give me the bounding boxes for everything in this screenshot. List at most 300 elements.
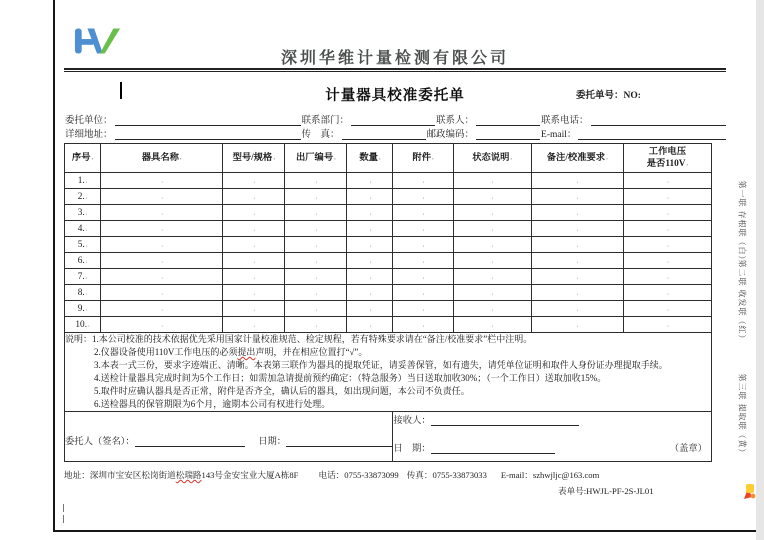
paragraph-mark: , (667, 176, 669, 184)
row-number-cell (65, 301, 101, 317)
paragraph-mark: , (576, 272, 579, 280)
paragraph-mark: , (369, 224, 372, 232)
scan-edge-right (756, 0, 764, 540)
paragraph-mark: , (491, 256, 494, 264)
table-row (65, 205, 712, 221)
paragraph-mark: , (315, 176, 318, 184)
consignor-date-label: 日期： (258, 437, 287, 447)
name-cell[interactable] (101, 189, 223, 205)
name-cell[interactable] (101, 221, 223, 237)
name-cell[interactable] (101, 205, 223, 221)
remark-cell[interactable] (531, 173, 623, 189)
spacer (298, 469, 318, 481)
col-header-label: 型号/规格 (232, 153, 273, 163)
paragraph-mark: , (576, 176, 579, 184)
paragraph-mark: , (315, 272, 318, 280)
paragraph-mark: , (422, 240, 425, 248)
paragraph-mark: , (315, 256, 318, 264)
paragraph-mark: , (432, 154, 434, 161)
paragraph-mark: , (422, 304, 425, 312)
paragraph-mark: , (85, 176, 88, 184)
contact-field[interactable] (476, 115, 540, 126)
header-rule (64, 68, 726, 72)
paragraph-mark: , (85, 208, 88, 216)
model-cell[interactable] (223, 285, 285, 301)
name-cell[interactable] (101, 317, 223, 333)
paragraph-mark: , (667, 272, 669, 280)
receive-date-field[interactable] (431, 443, 555, 454)
notes-block (65, 333, 711, 411)
contact-label: 联系人： (436, 116, 475, 126)
paragraph-mark: , (85, 192, 88, 200)
model-cell[interactable] (223, 221, 285, 237)
notes-label: 说明： (65, 334, 93, 344)
accessory-cell[interactable] (393, 301, 453, 317)
qty-cell[interactable] (347, 221, 393, 237)
scan-edge-left (53, 0, 55, 532)
title-row (64, 76, 726, 112)
paragraph-mark: , (161, 208, 163, 216)
voltage-cell[interactable] (623, 317, 711, 333)
form-number: 表单号:HWJL-PF-2S-JL01 (558, 486, 654, 496)
paragraph-mark: , (315, 240, 318, 248)
paragraph-mark: , (667, 192, 669, 200)
footer-address-spellcheck: 松瑞路 (175, 470, 202, 480)
notes-cell (65, 333, 712, 412)
accessory-cell[interactable] (393, 253, 453, 269)
voltage-cell[interactable] (623, 189, 711, 205)
paragraph-mark: , (315, 224, 318, 232)
copy-label-2: 第二联 收发联（红） (737, 259, 747, 344)
consignor-label: 委托人（签名）： (65, 437, 135, 447)
qty-cell[interactable] (347, 301, 393, 317)
col-header-label: 出厂编号 (295, 153, 334, 163)
row-number-cell (65, 269, 101, 285)
model-cell[interactable] (223, 205, 285, 221)
remark-cell[interactable] (531, 205, 623, 221)
remark-cell[interactable] (531, 301, 623, 317)
paragraph-mark: , (85, 272, 88, 280)
accessory-cell[interactable] (393, 173, 453, 189)
status-cell[interactable] (453, 237, 531, 253)
address-label: 详细地址： (65, 130, 113, 140)
paragraph-mark: , (161, 320, 163, 328)
name-cell[interactable] (101, 301, 223, 317)
voltage-cell[interactable] (623, 205, 711, 221)
footer-fax: 传真：0755-33873033 (406, 470, 487, 480)
email-field[interactable] (578, 129, 726, 140)
serial-cell[interactable] (285, 237, 347, 253)
row-number: 3. (77, 207, 85, 218)
receiver-field[interactable] (431, 415, 579, 426)
serial-cell[interactable] (285, 189, 347, 205)
name-cell[interactable] (101, 237, 223, 253)
qty-cell[interactable] (347, 317, 393, 333)
consignor-sign-field[interactable] (135, 436, 245, 447)
notes-text-2a: 2.仪器设备使用110V工作电压的必须 (94, 347, 238, 357)
receiver-cell (393, 412, 712, 462)
accessory-cell[interactable] (393, 269, 453, 285)
paragraph-mark: , (369, 320, 372, 328)
paragraph-mark: , (315, 192, 318, 200)
paragraph-mark: , (369, 240, 372, 248)
paragraph-mark: , (85, 288, 88, 296)
consignor-line (65, 433, 392, 447)
notes-line-4: 4.送检计量器具完成时间为5个工作日；如需加急请提前预约确定：（特急服务）当日送取加收30%；（一个工作日）送取加收15%。 (94, 373, 607, 383)
floating-tool-icon[interactable] (741, 483, 756, 505)
paragraph-mark: , (491, 304, 494, 312)
status-cell[interactable] (453, 205, 531, 221)
model-cell[interactable] (223, 269, 285, 285)
paragraph-mark: , (576, 320, 579, 328)
info-row-2 (64, 126, 726, 140)
accessory-cell[interactable] (393, 221, 453, 237)
paragraph-mark: , (667, 208, 669, 216)
paragraph-mark: , (667, 256, 669, 264)
paragraph-mark: , (491, 224, 494, 232)
paragraph-mark: , (253, 256, 256, 264)
remark-cell[interactable] (531, 221, 623, 237)
unit-label: 委托单位： (65, 116, 113, 126)
col-header-remark (531, 144, 623, 173)
row-number-cell (65, 317, 101, 333)
accessory-cell[interactable] (393, 205, 453, 221)
table-header-row (65, 144, 712, 173)
consignor-date-field[interactable] (286, 436, 392, 447)
paragraph-mark: , (253, 272, 256, 280)
notes-line-5: 5.取件时应确认器具是否正常，附件是否齐全，确认后的器具，如出现问题，本公司不负责任。 (94, 386, 470, 396)
col-header-seq (65, 144, 101, 173)
remark-cell[interactable] (531, 317, 623, 333)
name-cell[interactable] (101, 173, 223, 189)
col-header-voltage (623, 144, 711, 173)
paragraph-mark: , (491, 176, 494, 184)
footer-address-pre: 地址：深圳市宝安区松岗街道 (64, 470, 176, 480)
voltage-cell[interactable] (623, 301, 711, 317)
model-cell[interactable] (223, 189, 285, 205)
model-cell[interactable] (223, 237, 285, 253)
paragraph-mark: , (85, 304, 88, 312)
table-row (65, 317, 712, 333)
notes-line-1 (65, 333, 711, 346)
notes-line-2 (94, 346, 711, 359)
paragraph-mark: , (491, 272, 494, 280)
remark-cell[interactable] (531, 253, 623, 269)
company-name: 深圳华维计量检测有限公司 (280, 50, 509, 67)
row-number: 9. (77, 303, 85, 314)
paragraph-mark: , (369, 176, 372, 184)
paragraph-mark: , (315, 288, 318, 296)
table-row (65, 221, 712, 237)
serial-cell[interactable] (285, 205, 347, 221)
seal-label: （盖章） (669, 444, 707, 454)
col-header-label: 器具名称 (141, 153, 179, 163)
remark-cell[interactable] (531, 285, 623, 301)
col-header-qty (347, 144, 393, 173)
model-cell[interactable] (223, 173, 285, 189)
paragraph-mark: , (667, 288, 669, 296)
paragraph-mark: , (576, 288, 579, 296)
info-row-1 (64, 112, 726, 126)
paragraph-mark: , (422, 208, 425, 216)
row-number-cell (65, 285, 101, 301)
model-cell[interactable] (223, 253, 285, 269)
paragraph-mark: , (161, 272, 163, 280)
row-number: 1. (77, 175, 85, 186)
col-header-serial (285, 144, 347, 173)
qty-cell[interactable] (347, 189, 393, 205)
col-header-model (223, 144, 285, 173)
paragraph-mark: , (179, 154, 182, 161)
model-cell[interactable] (223, 301, 285, 317)
paragraph-mark: , (161, 288, 163, 296)
paragraph-mark: , (422, 320, 425, 328)
copy-label-1: 第一联 存根联（白） (737, 180, 747, 265)
status-cell[interactable] (453, 189, 531, 205)
paragraph-mark: , (491, 288, 494, 296)
footer-address-post: 143号金安宝业大厦A栋8F (201, 470, 299, 480)
voltage-cell[interactable] (623, 253, 711, 269)
paragraph-mark: , (491, 240, 494, 248)
notes-line-6: 6.送检器具的保管期限为6个月，逾期本公司有权进行处理。 (94, 399, 331, 409)
status-cell[interactable] (453, 253, 531, 269)
receiver-line (393, 412, 711, 426)
footer-contact-line (64, 469, 726, 481)
paragraph-mark: , (85, 240, 88, 248)
receive-date-label: 日 期： (393, 444, 431, 454)
remark-cell[interactable] (531, 237, 623, 253)
paragraph-mark: , (422, 224, 425, 232)
accessory-cell[interactable] (393, 189, 453, 205)
col-header-label: 序号 (71, 153, 91, 163)
paragraph-mark: , (576, 192, 579, 200)
spacer (487, 469, 501, 481)
paragraph-mark: , (161, 256, 163, 264)
table-row (65, 253, 712, 269)
paragraph-mark: , (315, 304, 318, 312)
paragraph-mark: , (491, 208, 494, 216)
serial-cell[interactable] (285, 317, 347, 333)
row-number-cell (65, 237, 101, 253)
serial-cell[interactable] (285, 285, 347, 301)
row-number: 4. (77, 223, 85, 234)
paragraph-mark: , (253, 288, 256, 296)
paragraph-mark: , (422, 256, 425, 264)
fax-label: 传 真： (301, 130, 340, 140)
paragraph-mark: , (315, 208, 318, 216)
paragraph-mark: , (576, 240, 579, 248)
voltage-cell[interactable] (623, 269, 711, 285)
paragraph-mark: , (667, 240, 669, 248)
qty-cell[interactable] (347, 205, 393, 221)
accessory-cell[interactable] (393, 237, 453, 253)
order-number-label: 委托单号：NO: (576, 91, 641, 101)
status-cell[interactable] (453, 269, 531, 285)
table-row (65, 237, 712, 253)
consignor-cell (65, 412, 393, 462)
notes-text-2-spellcheck: 提出 (237, 347, 256, 357)
paragraph-mark: , (253, 192, 256, 200)
footer-email: E-mail：szhwjljc@163.com (500, 470, 600, 480)
table-row (65, 189, 712, 205)
footer-phone: 电话：0755-33873099 (318, 470, 399, 480)
serial-cell[interactable] (285, 269, 347, 285)
paragraph-mark: , (576, 256, 579, 264)
accessory-cell[interactable] (393, 285, 453, 301)
row-number-cell (65, 253, 101, 269)
notes-text-1: 1.本公司校准的技术依据优先采用国家计量校准规范、检定规程，若有特殊要求请在“备注/校准要求”栏中注明。 (92, 334, 533, 344)
paragraph-mark: , (369, 256, 372, 264)
voltage-header-line1: 工作电压 (648, 146, 686, 157)
paragraph-mark: , (369, 272, 372, 280)
remark-cell[interactable] (531, 189, 623, 205)
paragraph-mark: , (606, 154, 608, 161)
unit-field[interactable] (115, 115, 301, 126)
status-cell[interactable] (453, 285, 531, 301)
col-header-label: 附件 (412, 153, 432, 163)
serial-cell[interactable] (285, 301, 347, 317)
paragraph-mark: , (686, 159, 689, 167)
form-content (64, 0, 726, 497)
row-number: 6. (77, 255, 85, 266)
scan-edge-bottom (53, 530, 756, 532)
name-cell[interactable] (101, 269, 223, 285)
paragraph-mark: , (378, 154, 381, 161)
row-number: 10. (75, 319, 88, 330)
paragraph-mark: , (369, 192, 372, 200)
table-row (65, 173, 712, 189)
paragraph-mark: , (161, 240, 163, 248)
voltage-header-line2-wrap (624, 158, 711, 170)
paragraph-mark: , (422, 288, 425, 296)
instrument-table (64, 143, 712, 462)
remark-cell[interactable] (531, 269, 623, 285)
col-header-accessory (393, 144, 453, 173)
status-cell[interactable] (453, 317, 531, 333)
zip-field[interactable] (476, 129, 540, 140)
signature-row (65, 412, 712, 462)
row-number: 7. (77, 271, 85, 282)
paragraph-mark: , (161, 304, 163, 312)
qty-cell[interactable] (347, 269, 393, 285)
paragraph-mark: , (667, 320, 669, 328)
paragraph-mark: , (422, 192, 425, 200)
crop-mark (63, 515, 64, 523)
paragraph-mark: , (91, 154, 94, 161)
voltage-cell[interactable] (623, 173, 711, 189)
paragraph-mark: , (667, 224, 669, 232)
paragraph-mark: , (253, 240, 256, 248)
row-number: 8. (77, 287, 85, 298)
dept-field[interactable] (351, 115, 435, 126)
voltage-cell[interactable] (623, 221, 711, 237)
crop-mark (63, 504, 64, 512)
serial-cell[interactable] (285, 253, 347, 269)
table-row (65, 269, 712, 285)
paragraph-mark: , (253, 224, 256, 232)
receive-date-line (393, 440, 711, 454)
serial-cell[interactable] (285, 221, 347, 237)
paragraph-mark: , (510, 154, 513, 161)
accessory-cell[interactable] (393, 317, 453, 333)
copy-label-3: 第三联 提取联（黄） (737, 373, 747, 458)
row-number-cell (65, 205, 101, 221)
col-header-status (453, 144, 531, 173)
paragraph-mark: , (315, 320, 318, 328)
paragraph-mark: , (369, 208, 372, 216)
serial-cell[interactable] (285, 173, 347, 189)
row-number-cell (65, 189, 101, 205)
phone-field[interactable] (591, 115, 726, 126)
paragraph-mark: , (491, 192, 494, 200)
dept-label: 联系部门： (301, 116, 350, 126)
paragraph-mark: , (369, 304, 372, 312)
paragraph-mark: , (253, 208, 256, 216)
table-row (65, 301, 712, 317)
paragraph-mark: , (161, 224, 163, 232)
voltage-cell[interactable] (623, 285, 711, 301)
form-header (64, 0, 726, 76)
col-header-label: 数量 (359, 153, 378, 163)
paragraph-mark: , (253, 320, 256, 328)
name-cell[interactable] (101, 285, 223, 301)
name-cell[interactable] (101, 253, 223, 269)
paragraph-mark: , (491, 320, 494, 328)
spacer (399, 469, 407, 481)
row-number: 5. (77, 239, 85, 250)
paragraph-mark: , (334, 154, 336, 161)
notes-line-3: 3.本表一式三份，要求字迹端正、清晰。本表第三联作为器具的提取凭证，请妥善保管，如有遗失，请凭单位证明和取件人身份证办理提取手续。 (94, 360, 668, 370)
qty-cell[interactable] (347, 285, 393, 301)
status-cell[interactable] (453, 221, 531, 237)
receiver-label: 接收人： (393, 416, 431, 426)
paragraph-mark: , (422, 272, 425, 280)
form-title: 计量器具校准委托单 (325, 88, 465, 104)
qty-cell[interactable] (347, 253, 393, 269)
zip-label: 邮政编码： (426, 130, 475, 140)
voltage-cell[interactable] (623, 237, 711, 253)
paragraph-mark: , (85, 256, 88, 264)
table-row (65, 285, 712, 301)
paragraph-mark: , (161, 176, 163, 184)
fax-field[interactable] (342, 129, 426, 140)
row-number-cell (65, 173, 101, 189)
instrument-rows (65, 173, 712, 333)
paragraph-mark: , (88, 320, 90, 328)
phone-label: 联系电话： (541, 116, 589, 126)
model-cell[interactable] (223, 317, 285, 333)
notes-text-2b: 声明，并在相应位置打“√”。 (255, 347, 368, 357)
paragraph-mark: , (576, 224, 579, 232)
status-cell[interactable] (453, 173, 531, 189)
paragraph-mark: , (253, 176, 256, 184)
voltage-header-line2: 是否110V (646, 158, 686, 169)
col-header-name (101, 144, 223, 173)
paragraph-mark: , (576, 208, 579, 216)
address-field[interactable] (115, 129, 301, 140)
status-cell[interactable] (453, 301, 531, 317)
paragraph-mark: , (253, 304, 256, 312)
qty-cell[interactable] (347, 173, 393, 189)
paragraph-mark: , (667, 304, 669, 312)
paragraph-mark: , (161, 192, 163, 200)
paragraph-mark: , (369, 288, 372, 296)
notes-row (65, 333, 712, 412)
paragraph-mark: , (273, 154, 275, 161)
qty-cell[interactable] (347, 237, 393, 253)
col-header-label: 备注/校准要求 (546, 153, 606, 163)
row-number: 2. (77, 191, 85, 202)
